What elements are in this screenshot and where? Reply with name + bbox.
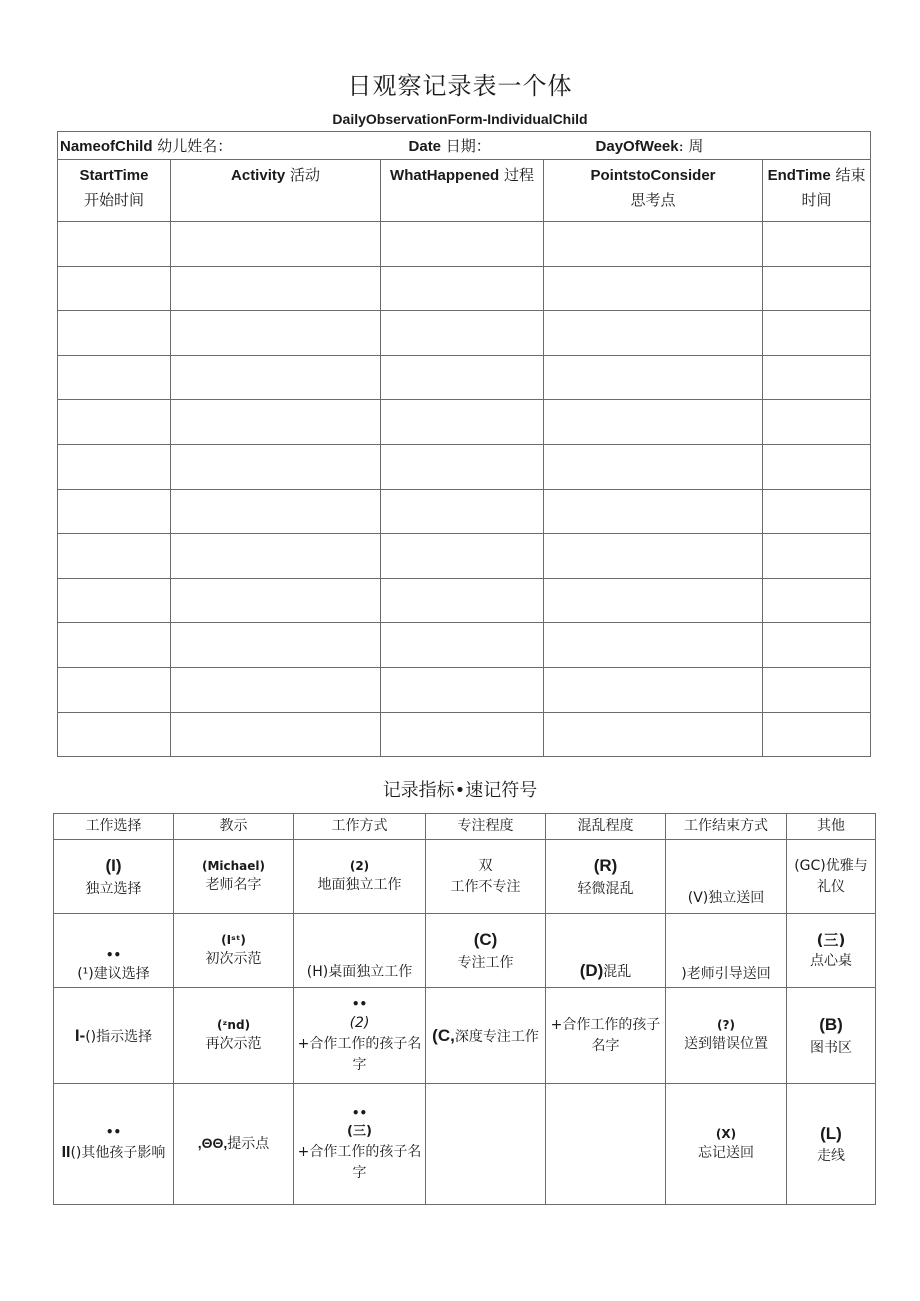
entry-cell[interactable] — [171, 222, 381, 267]
legend-row — [54, 988, 876, 1084]
legend-cell: (I) 独立选择 — [54, 840, 174, 914]
entry-cell[interactable] — [171, 667, 381, 712]
legend-header-focus-level: 专注程度 — [426, 814, 546, 840]
legend-cell: I-()指示选择 — [54, 988, 174, 1084]
entry-cell[interactable] — [381, 534, 544, 579]
entry-cell[interactable] — [381, 444, 544, 489]
legend-cell: (2) 地面独立工作 — [294, 840, 426, 914]
entry-cell[interactable] — [171, 489, 381, 534]
dow-label-cn: : 周 — [678, 137, 704, 155]
dow-label-en: DayOfWeek — [595, 138, 679, 155]
entry-cell[interactable] — [381, 266, 544, 311]
entry-row — [58, 667, 871, 712]
entry-cell[interactable] — [171, 712, 381, 757]
legend-header-disorder-level: 混乱程度 — [546, 814, 666, 840]
entry-cell[interactable] — [763, 534, 871, 579]
entry-cell[interactable] — [58, 266, 171, 311]
col-header-start-time: StartTime 开始时间 — [58, 160, 171, 222]
entry-row — [58, 444, 871, 489]
entry-cell[interactable] — [763, 489, 871, 534]
legend-cell: •• (2) +合作工作的孩子名字 — [294, 988, 426, 1084]
legend-table — [53, 813, 876, 1205]
child-name-field[interactable] — [58, 132, 381, 160]
legend-row — [54, 840, 876, 914]
date-field[interactable] — [381, 132, 544, 160]
legend-cell: (Iˢᵗ) 初次示范 — [174, 914, 294, 988]
entry-cell[interactable] — [544, 578, 763, 623]
entry-cell[interactable] — [171, 623, 381, 668]
legend-row — [54, 1084, 876, 1205]
entry-cell[interactable] — [58, 712, 171, 757]
entry-cell[interactable] — [763, 712, 871, 757]
legend-header-work-mode: 工作方式 — [294, 814, 426, 840]
col-header-activity: Activity 活动 — [171, 160, 381, 222]
legend-cell: (三) 点心桌 — [787, 914, 876, 988]
entry-cell[interactable] — [763, 355, 871, 400]
legend-cell: (Michael) 老师名字 — [174, 840, 294, 914]
entry-cell[interactable] — [381, 489, 544, 534]
entry-cell[interactable] — [381, 578, 544, 623]
entry-cell[interactable] — [58, 400, 171, 445]
observation-table — [57, 131, 871, 757]
day-of-week-field[interactable] — [544, 132, 871, 160]
legend-header-row — [54, 814, 876, 840]
entry-row — [58, 355, 871, 400]
entry-row — [58, 534, 871, 579]
entry-cell[interactable] — [381, 222, 544, 267]
legend-cell: •• (三) +合作工作的孩子名字 — [294, 1084, 426, 1205]
entry-cell[interactable] — [381, 623, 544, 668]
entry-row — [58, 578, 871, 623]
page-subtitle: DailyObservationForm-IndividualChild — [332, 111, 588, 127]
entry-cell[interactable] — [544, 444, 763, 489]
entry-cell[interactable] — [763, 578, 871, 623]
legend-cell: •• (¹)建议选择 — [54, 914, 174, 988]
name-label-cn: 幼儿姓名： — [152, 137, 233, 155]
entry-cell[interactable] — [58, 311, 171, 356]
legend-cell: (C) 专注工作 — [426, 914, 546, 988]
legend-header-instruction: 教示 — [174, 814, 294, 840]
date-label-cn: 日期： — [441, 137, 491, 155]
legend-cell: (L) 走线 — [787, 1084, 876, 1205]
header-row — [58, 160, 871, 222]
entry-cell[interactable] — [544, 712, 763, 757]
legend-header-other: 其他 — [787, 814, 876, 840]
legend-cell: ,ΘΘ,提示点 — [174, 1084, 294, 1205]
legend-header-work-choice: 工作选择 — [54, 814, 174, 840]
legend-cell: (C,深度专注工作 — [426, 988, 546, 1084]
entry-cell[interactable] — [544, 400, 763, 445]
legend-cell: )老师引导送回 — [666, 914, 787, 988]
entry-cell[interactable] — [763, 444, 871, 489]
entry-cell[interactable] — [544, 222, 763, 267]
legend-header-work-end: 工作结束方式 — [666, 814, 787, 840]
entry-row — [58, 311, 871, 356]
entry-cell[interactable] — [58, 534, 171, 579]
entry-cell[interactable] — [58, 355, 171, 400]
entry-cell[interactable] — [544, 534, 763, 579]
legend-cell: (H)桌面独立工作 — [294, 914, 426, 988]
info-row — [58, 132, 871, 160]
page-title: 日观察记录表一个体 — [347, 72, 573, 100]
entry-cell[interactable] — [171, 355, 381, 400]
legend-cell: 双 工作不专注 — [426, 840, 546, 914]
entry-cell[interactable] — [171, 444, 381, 489]
legend-cell: (ᶻnd) 再次示范 — [174, 988, 294, 1084]
entry-row — [58, 222, 871, 267]
entry-cell[interactable] — [763, 222, 871, 267]
col-header-end-time: EndTime 结束时间 — [763, 160, 871, 222]
entry-cell[interactable] — [544, 623, 763, 668]
entry-cell[interactable] — [544, 355, 763, 400]
entry-cell[interactable] — [763, 400, 871, 445]
entry-row — [58, 623, 871, 668]
entry-row — [58, 712, 871, 757]
date-label-en: Date — [408, 138, 442, 155]
entry-cell[interactable] — [544, 266, 763, 311]
entry-cell[interactable] — [171, 311, 381, 356]
legend-cell: (?) 送到错误位置 — [666, 988, 787, 1084]
legend-title: 记录指标•速记符号 — [382, 780, 538, 801]
entry-cell[interactable] — [381, 311, 544, 356]
legend-cell: •• II()其他孩子影响 — [54, 1084, 174, 1205]
entry-cell[interactable] — [544, 311, 763, 356]
entry-cell[interactable] — [381, 712, 544, 757]
entry-cell[interactable] — [58, 222, 171, 267]
legend-cell — [426, 1084, 546, 1205]
entry-cell[interactable] — [381, 355, 544, 400]
legend-cell: (V)独立送回 — [666, 840, 787, 914]
entry-cell[interactable] — [763, 667, 871, 712]
entry-row — [58, 400, 871, 445]
entry-cell[interactable] — [171, 534, 381, 579]
entry-cell[interactable] — [58, 578, 171, 623]
entry-cell[interactable] — [544, 489, 763, 534]
entry-cell[interactable] — [381, 400, 544, 445]
entry-cell[interactable] — [763, 623, 871, 668]
entry-row — [58, 489, 871, 534]
entry-cell[interactable] — [58, 444, 171, 489]
entry-cell[interactable] — [58, 489, 171, 534]
entry-cell[interactable] — [763, 266, 871, 311]
legend-row — [54, 914, 876, 988]
entry-cell[interactable] — [58, 667, 171, 712]
entry-cell[interactable] — [58, 623, 171, 668]
col-header-what-happened: WhatHappened 过程 — [381, 160, 544, 222]
entry-cell[interactable] — [171, 266, 381, 311]
legend-cell — [546, 1084, 666, 1205]
entry-cell[interactable] — [763, 311, 871, 356]
col-header-points-to-consider: PointstoConsider 思考点 — [544, 160, 763, 222]
legend-cell: (D)混乱 — [546, 914, 666, 988]
name-label-en: NameofChild — [60, 138, 153, 155]
legend-cell: (X) 忘记送回 — [666, 1084, 787, 1205]
entry-cell[interactable] — [544, 667, 763, 712]
legend-cell: (B) 图书区 — [787, 988, 876, 1084]
entry-row — [58, 266, 871, 311]
entry-cell[interactable] — [171, 578, 381, 623]
entry-cell[interactable] — [381, 667, 544, 712]
legend-cell: +合作工作的孩子名字 — [546, 988, 666, 1084]
legend-cell: (GC)优雅与礼仪 — [787, 840, 876, 914]
legend-cell: (R) 轻微混乱 — [546, 840, 666, 914]
entry-cell[interactable] — [171, 400, 381, 445]
